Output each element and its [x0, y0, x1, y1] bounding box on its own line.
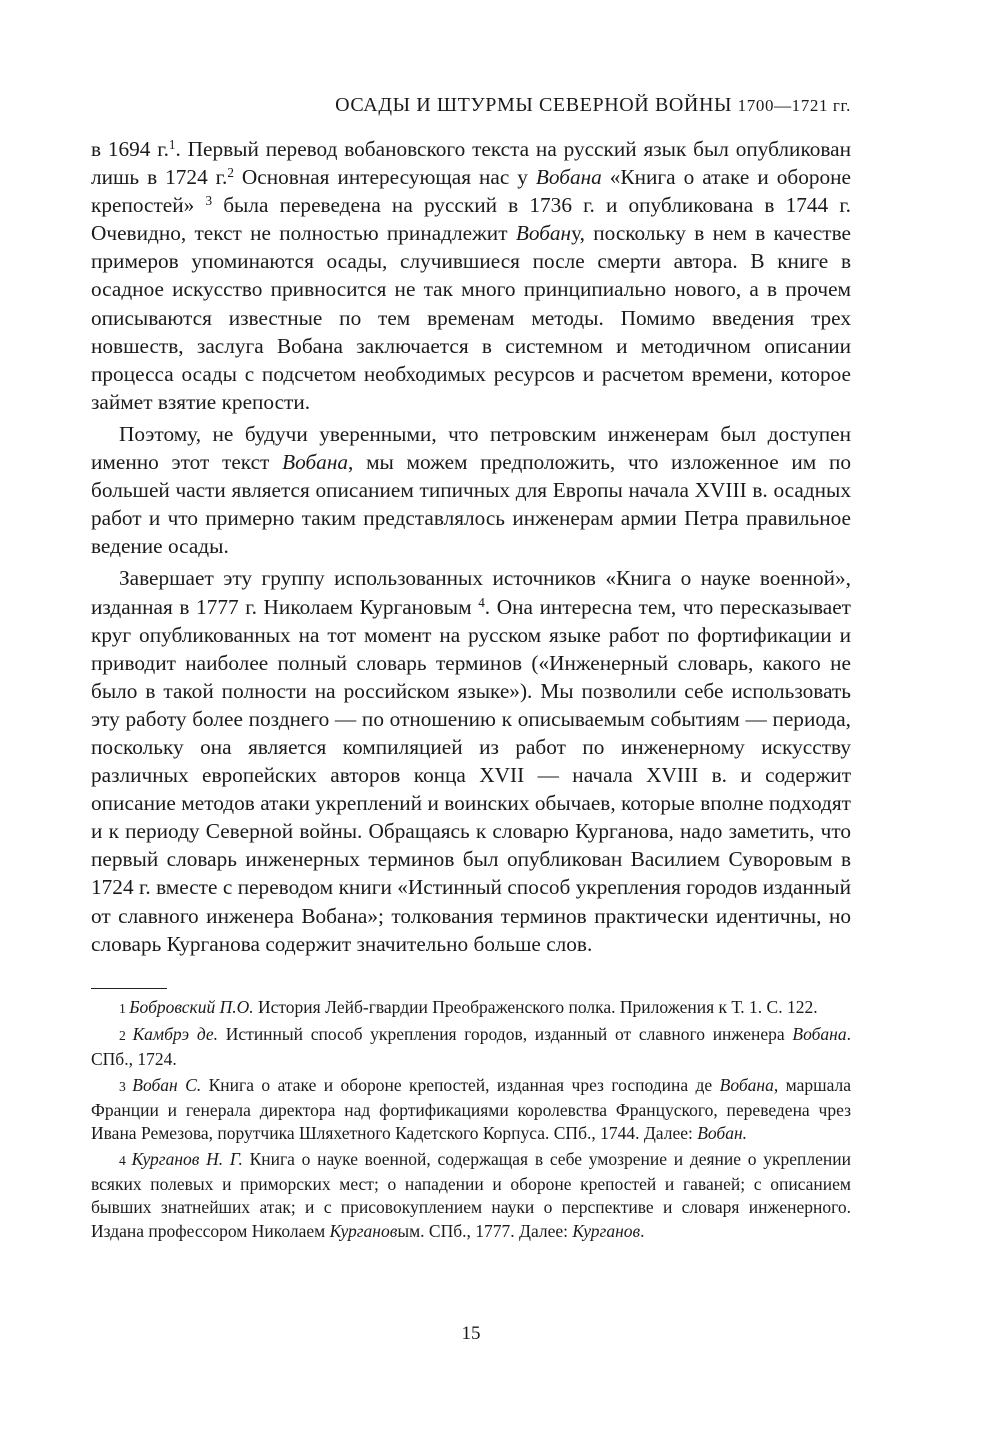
footnote-number: 2	[119, 1028, 133, 1044]
text-run: Завершает эту группу использованных источников «Книга о науке военной», изданная в 1777 г. Николаем Кургановым	[91, 566, 851, 619]
footnote-ref: 3	[205, 192, 213, 208]
text-run: Книга о науке военной, содержащая в себе умозрение и деяние о укреплении всяких полевых и приморских мест; о нападении и обороне крепостей и гаваней; с описанием бывших знатнейших атак; и с присовокуплением науки о перспективе и словаря инженерного. Издана профессором Николаем	[91, 1149, 851, 1241]
running-head	[335, 94, 851, 117]
paragraph	[91, 564, 851, 957]
text-run: , мы можем предположить, что изложенное им по большей части является описанием типичных для Европы начала XVIII в. осадных работ и что примерно таким представлялось инженерам армии Петра правильное ведение осады.	[91, 450, 851, 559]
text-run: Основная интересующая нас у	[233, 165, 536, 190]
italic-text: Вобана	[282, 450, 349, 475]
footnote-number: 4	[119, 1153, 132, 1169]
text-run: . СПб., 1724.	[91, 1024, 851, 1069]
italic-text: Вобана	[535, 165, 602, 190]
text-run: Истинный способ укрепления городов, изданный от славного инженера	[218, 1024, 793, 1045]
text-run: Поэтому, не будучи уверенными, что петровским инженерам был доступен именно этот текст	[91, 421, 851, 475]
book-page	[91, 0, 851, 1447]
italic-text: Курганов Н. Г.	[131, 1149, 243, 1170]
italic-text: Вобана	[792, 1024, 847, 1045]
footnote	[91, 1074, 851, 1145]
italic-text: Бобровский П.О.	[129, 997, 254, 1017]
text-run: . Она интересна тем, что пересказывает круг опубликованных на тот момент на русском языке работ по фортификации и приводит наиболее полный словарь терминов («Инженерный словарь, какого не было в такой полности на российском языке»). Мы позволили себе использовать эту работу более позднего — по отношению к описываемым событиям — периода, поскольку она является компиляцией из работ по инженерному искусству различных европейских авторов конца XVII — начала XVIII в. и содержит описание методов атаки укреплений и воинских обычаев, которые вполне подходят и к периоду Северной войны. Обращаясь к словарю Курганова, надо заметить, что первый словарь инженерных терминов был опубликован Василием Суворовым в 1724 г. вместе с переводом книги «Истинный способ укрепления городов изданный от славного инженера Вобана»; толкования терминов практически идентичны, но словарь Курганова содержит значительно больше слов.	[91, 594, 851, 956]
text-run: Книга о атаке и обороне крепостей, изданная чрез господина де	[201, 1075, 720, 1096]
italic-text: Вобан	[515, 221, 572, 246]
page-number: 15	[461, 1323, 481, 1344]
text-run: ым. СПб., 1777. Далее:	[397, 1220, 573, 1241]
text-run: . Первый перевод вобановского текста на русский язык был опубликован лишь в 1724 г.	[91, 137, 851, 190]
text-run: в 1694 г.	[91, 137, 169, 161]
paragraph	[91, 135, 851, 416]
italic-text: Вобан.	[697, 1123, 748, 1144]
italic-text: Курганов	[572, 1220, 641, 1241]
footnote	[91, 1023, 851, 1071]
italic-text: Камбрэ де.	[132, 1024, 219, 1045]
paragraph	[91, 420, 851, 560]
running-head-years: 1700—1721 гг.	[737, 96, 851, 115]
footnote-ref: 1	[168, 136, 176, 152]
footnote-divider	[91, 988, 167, 989]
footnote-number: 3	[119, 1079, 133, 1095]
text-run: была переведена на русский в 1736 г. и опубликована в 1744 г. Очевидно, текст не полностью принадлежит	[91, 193, 852, 246]
text-run: «Книга о атаке и обороне крепостей»	[91, 165, 851, 218]
text-run: , маршала Франции и генерала директора над фортификациями королевства Француского, переведена чрез Ивана Ремезова, порутчика Шляхетного Кадетского Корпуса. СПб., 1744. Далее:	[91, 1075, 851, 1144]
body-text	[91, 135, 851, 958]
italic-text: Вобан С.	[132, 1075, 202, 1096]
text-run: .	[640, 1220, 645, 1241]
footnote	[91, 996, 851, 1020]
footnotes	[91, 996, 851, 1246]
running-head-title: ОСАДЫ И ШТУРМЫ СЕВЕРНОЙ ВОЙНЫ	[335, 94, 733, 116]
italic-text: Курганов	[329, 1220, 398, 1241]
text-run: у, поскольку в нем в качестве примеров упоминаются осады, случившиеся после смерти автора. В книге в осадное искусство привносится не так много принципиально нового, а в прочем описываются известные по тем временам методы. Помимо введения трех новшеств, заслуга Вобана заключается в системном и методичном описании процесса осады с подсчетом необходимых ресурсов и расчетом времени, которое займет взятие крепости.	[91, 221, 851, 414]
italic-text: Вобана	[719, 1075, 774, 1096]
footnote-ref: 4	[478, 594, 485, 610]
text-run: История Лейб-гвардии Преображенского полка. Приложения к Т. 1. С. 122.	[253, 997, 818, 1017]
footnote-number: 1	[119, 1001, 130, 1016]
footnote	[91, 1148, 851, 1243]
footnote-ref: 2	[227, 164, 234, 180]
